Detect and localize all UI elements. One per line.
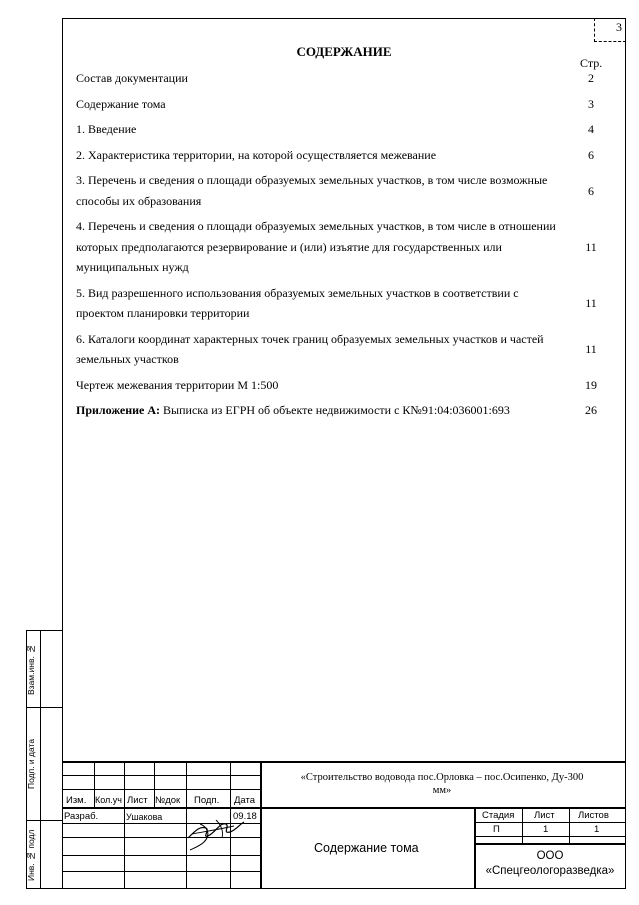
replace-inv-label: Взам.инв. № <box>26 643 36 695</box>
title-block <box>62 761 626 889</box>
stage-value: П <box>493 824 500 835</box>
col-change-label: Изм. <box>66 795 87 806</box>
toc-entry-text: 5. Вид разрешенного использования образуемых земельных участков в соответствии с проектом планировки территории <box>76 285 519 320</box>
toc-entry-page: 11 <box>585 239 597 254</box>
toc-entry <box>76 400 614 421</box>
toc-entry <box>76 145 614 166</box>
appendix-label: Приложение А: <box>76 403 161 417</box>
table-of-contents <box>76 68 614 421</box>
toc-entry-page: 6 <box>588 147 594 162</box>
sheets-value: 1 <box>594 824 600 835</box>
toc-entry-page: 3 <box>588 96 594 111</box>
page-title: СОДЕРЖАНИЕ <box>296 44 392 59</box>
toc-entry-text: 6. Каталоги координат характерных точек границ образуемых земельных участков и частей земельных участков <box>76 331 544 366</box>
project-title: «Строительство водовода пос.Орловка – пос.Осипенко, Ду-300 мм» <box>300 772 584 796</box>
company-name <box>474 849 626 879</box>
toc-entry <box>76 329 614 370</box>
col-count-label: Кол.уч <box>95 795 122 805</box>
page-column-label: Стр. <box>580 56 603 70</box>
col-date-label: Дата <box>234 795 256 806</box>
stage-label: Стадия <box>482 810 515 821</box>
signature-icon <box>186 812 246 852</box>
toc-entry-page: 2 <box>588 71 594 85</box>
document-title: Содержание тома <box>314 841 419 855</box>
toc-entry <box>76 68 614 89</box>
toc-entry-text: Состав документации <box>76 71 188 85</box>
sheet-value: 1 <box>543 824 549 835</box>
toc-entry-text: Чертеж межевания территории М 1:500 <box>76 377 279 392</box>
toc-entry <box>76 283 614 324</box>
page-number: 3 <box>594 18 626 42</box>
toc-entry <box>76 94 614 115</box>
toc-entry-text: 3. Перечень и сведения о площади образуемых земельных участков, в том числе возможные способы их образования <box>76 173 548 208</box>
toc-entry-text: Содержание тома <box>76 96 166 111</box>
col-sheet-label: Лист <box>127 795 148 806</box>
signature-date-label: Подп. и дата <box>26 738 36 790</box>
inventory-number-label: Инв. № подл <box>26 829 36 881</box>
sheet-label: Лист <box>534 810 555 821</box>
toc-entry-page: 26 <box>585 403 597 417</box>
sign-date: 09.18 <box>233 811 257 822</box>
person-name: Ушакова <box>126 812 163 822</box>
toc-entry-page: 6 <box>588 183 594 198</box>
toc-entry-page: 11 <box>585 341 597 356</box>
toc-entry-text: 2. Характеристика территории, на которой осуществляется межевание <box>76 147 437 162</box>
sheets-label: Листов <box>578 810 609 821</box>
toc-entry-text: 4. Перечень и сведения о площади образуемых земельных участков, в том числе в отношении которых предполагаются резервирование и (или) изъятие для государственных или муниципальных нужд <box>76 219 556 274</box>
toc-entry-page: 19 <box>585 377 597 392</box>
toc-entry <box>76 170 614 211</box>
company-name-line2: «Спецгеологоразведка» <box>485 865 615 877</box>
toc-entry-page: 11 <box>585 295 597 310</box>
company-name-line1: ООО <box>536 850 564 862</box>
toc-entry <box>76 119 614 140</box>
toc-entry-text: 1. Введение <box>76 122 137 136</box>
role-label: Разраб. <box>64 811 99 822</box>
toc-entry-page: 4 <box>588 122 594 136</box>
toc-entry <box>76 375 614 396</box>
toc-entry-text <box>76 400 586 421</box>
appendix-text: Выписка из ЕГРН об объекте недвижимости с К№91:04:036001:693 <box>160 403 510 417</box>
toc-entry <box>76 216 614 278</box>
margin-strip <box>26 630 63 889</box>
col-signature-label: Подп. <box>194 795 220 806</box>
col-docnum-label: №док <box>155 795 181 806</box>
